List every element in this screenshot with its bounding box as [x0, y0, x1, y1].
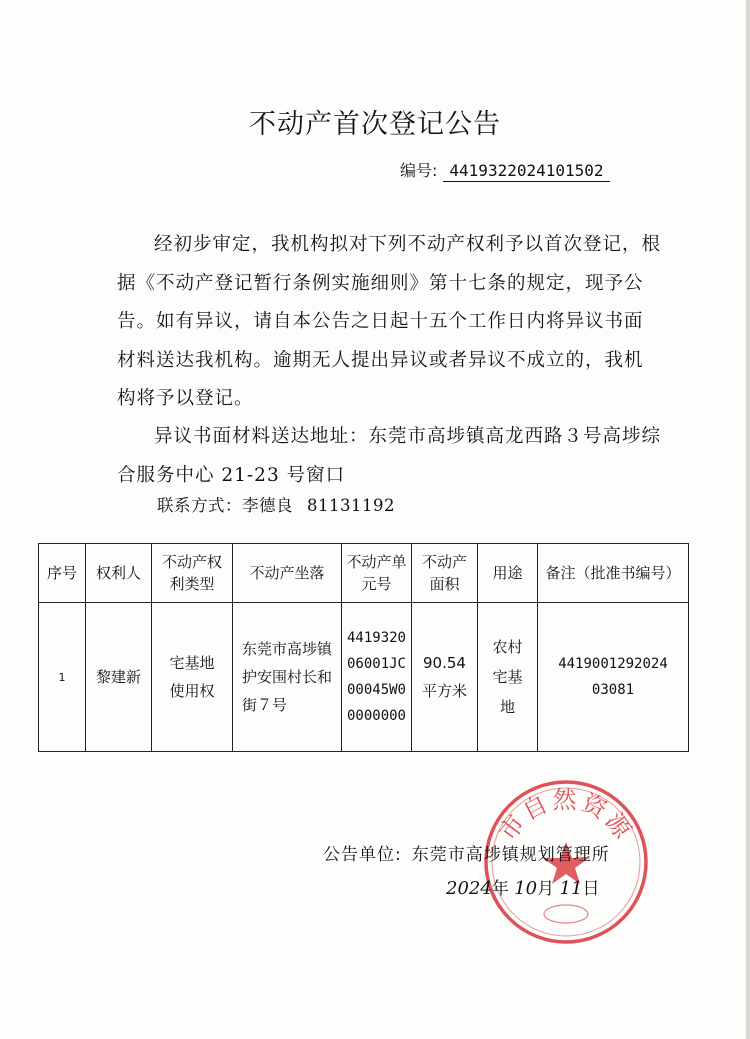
date-day-unit: 日 — [582, 879, 600, 899]
contact-phone: 81131192 — [307, 496, 395, 515]
cell-location — [233, 603, 342, 752]
unit-no-value: 441932006001JC00045W00000000 — [346, 630, 406, 724]
header-unit-no-label: 不动产单元号 — [346, 553, 407, 593]
date-year: 2024 — [446, 878, 492, 899]
cell-use — [478, 603, 538, 752]
header-use: 用途 — [478, 544, 538, 603]
header-note: 备注（批准书编号） — [538, 544, 689, 603]
header-right-type — [152, 544, 233, 603]
seq-value: 1 — [58, 671, 66, 684]
seal-text: 市自然资源 — [493, 786, 639, 846]
header-unit-no — [342, 544, 412, 603]
note-value: 441900129202403081 — [558, 656, 668, 698]
cell-note — [538, 603, 689, 752]
right-type-value: 宅基地使用权 — [169, 654, 215, 700]
header-owner: 权利人 — [86, 544, 152, 603]
area-value: 90.54 平方米 — [421, 654, 467, 700]
cell-unit-no — [342, 603, 412, 752]
issuer-line — [323, 840, 610, 865]
date-day: 11 — [559, 878, 583, 899]
header-right-type-label: 不动产权利类型 — [161, 553, 222, 593]
scan-edge — [746, 0, 750, 1039]
header-area — [412, 544, 478, 603]
document-number — [400, 158, 610, 181]
issuer-name: 东莞市高埗镇规划管理所 — [411, 845, 610, 865]
table-header-row — [39, 544, 689, 603]
header-seq: 序号 — [39, 544, 86, 603]
header-location: 不动产坐落 — [233, 544, 342, 603]
svg-text:市自然资源 — [494, 786, 639, 846]
notice-paragraph: 经初步审定，我机构拟对下列不动产权利予以首次登记，根据《不动产登记暂行条例实施细则》第十七条的规定，现予公告。如有异议，请自本公告之日起十五个工作日内将异议书面材料送达我机构。逾期无人提出异议或者异议不成立的，我机构将予以登记。 — [117, 234, 662, 409]
use-value: 农村宅基地 — [492, 638, 523, 716]
cell-area — [412, 603, 478, 752]
contact-person: 联系方式：李德良 — [157, 496, 293, 515]
page-title: 不动产首次登记公告 — [249, 109, 501, 140]
document-number-value: 4419322024101502 — [443, 161, 609, 182]
document-number-label: 编号: — [400, 161, 438, 180]
registration-table — [38, 543, 689, 752]
header-area-label: 不动产面积 — [421, 553, 467, 593]
date-month-unit: 月 — [537, 879, 555, 899]
cell-right-type — [152, 603, 233, 752]
cell-owner: 黎建新 — [86, 603, 152, 752]
location-value: 东莞市高埗镇护安围村长和街７号 — [242, 640, 333, 714]
date-month: 10 — [514, 878, 538, 899]
table-row — [39, 603, 689, 752]
issuer-label: 公告单位: — [323, 845, 402, 865]
cell-seq — [39, 603, 86, 752]
issue-date — [446, 874, 599, 899]
objection-address-paragraph: 异议书面材料送达地址：东莞市高埗镇高龙西路３号高埗综合服务中心 21-23 号窗口 — [117, 426, 662, 486]
contact-info — [157, 492, 395, 516]
date-year-unit: 年 — [491, 879, 509, 899]
